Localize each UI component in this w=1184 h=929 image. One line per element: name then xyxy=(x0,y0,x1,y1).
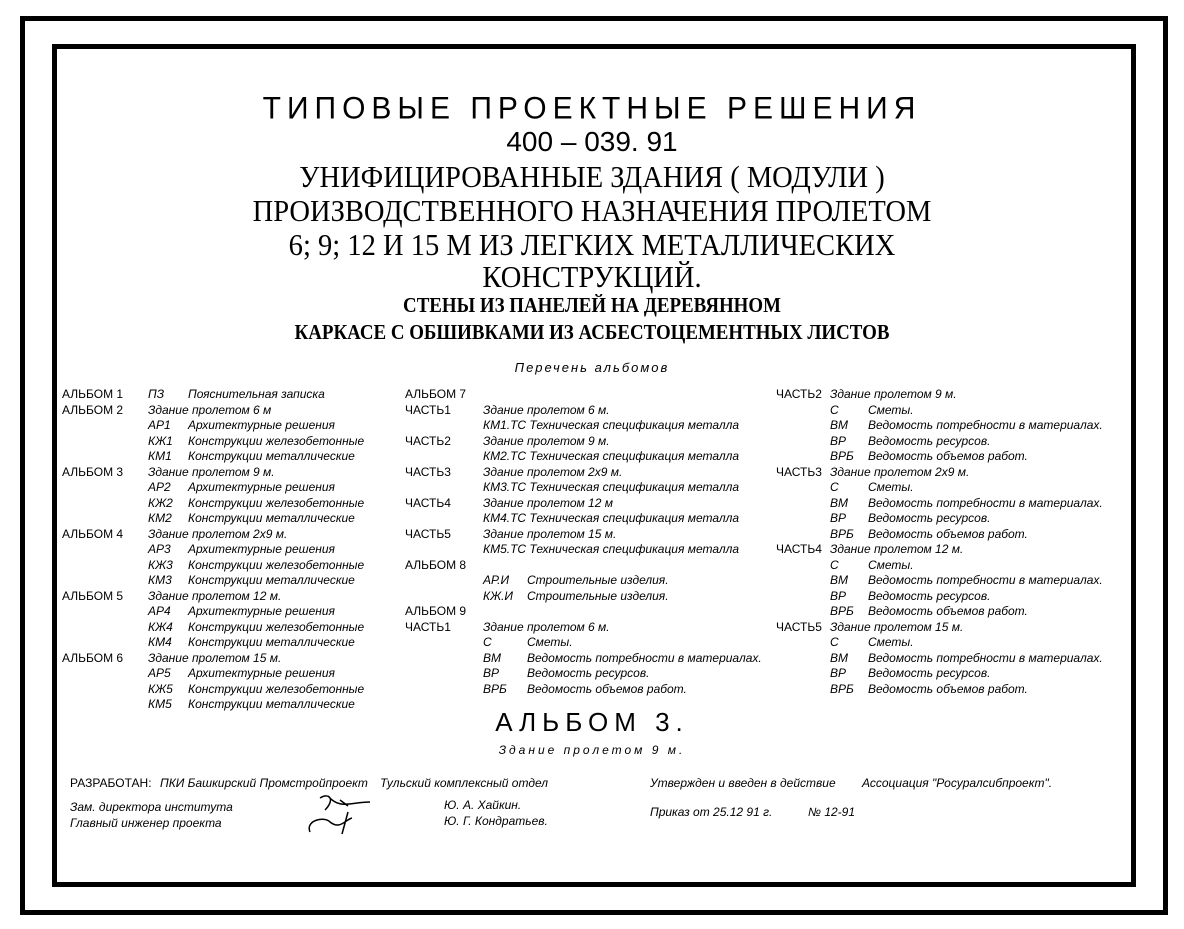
heading-line-3: 6; 9; 12 И 15 М ИЗ ЛЕГКИХ МЕТАЛЛИЧЕСКИХ xyxy=(288,227,896,262)
row-code: АР2 xyxy=(148,480,171,494)
list-row xyxy=(776,449,1103,465)
row-code: КЖ4 xyxy=(148,619,173,634)
row-code: Здание пролетом 12 м. xyxy=(148,588,282,603)
list-row xyxy=(62,480,364,496)
developed-label: РАЗРАБОТАН: xyxy=(70,776,152,790)
order-text: Приказ от 25.12 91 г. xyxy=(650,805,773,819)
row-label xyxy=(405,573,483,589)
row-description: Ведомость ресурсов. xyxy=(527,666,650,680)
list-row xyxy=(776,511,1103,527)
title-line-1: ТИПОВЫЕ ПРОЕКТНЫЕ РЕШЕНИЯ xyxy=(262,91,922,126)
row-label xyxy=(62,558,148,574)
row-label xyxy=(62,635,148,651)
list-row xyxy=(62,651,364,667)
row-label: ЧАСТЬ1 xyxy=(405,619,451,634)
row-label xyxy=(62,418,148,434)
list-row xyxy=(62,589,364,605)
association-name: Ассоциация "Росуралсибпроект". xyxy=(862,776,1053,790)
row-description: Конструкции металлические xyxy=(188,573,355,587)
list-row xyxy=(776,465,1103,481)
row-code: КМ5.ТС Техническая спецификация металла xyxy=(483,542,740,556)
list-row xyxy=(776,403,1103,419)
row-description: Сметы. xyxy=(868,635,914,649)
row-label xyxy=(405,449,483,465)
list-row xyxy=(405,418,762,434)
row-label xyxy=(405,635,483,651)
row-code: КМ4.ТС Техническая спецификация металла xyxy=(483,511,740,525)
row-description: Ведомость потребности в материалах. xyxy=(868,650,1103,665)
row-code: КМ1.ТС Техническая спецификация металла xyxy=(483,418,740,432)
row-code: КМ3 xyxy=(148,573,172,587)
list-row xyxy=(405,573,762,589)
row-description: Конструкции металлические xyxy=(188,511,355,525)
row-code: Здание пролетом 12 м. xyxy=(830,542,964,556)
row-description: Сметы. xyxy=(868,480,914,494)
row-description: Сметы. xyxy=(868,402,914,417)
row-label xyxy=(776,527,830,543)
row-code: КМ2.ТС Техническая спецификация металла xyxy=(483,449,740,463)
row-label: АЛЬБОМ 6 xyxy=(62,650,124,665)
row-code: Здание пролетом 15 м. xyxy=(483,526,617,541)
list-row xyxy=(405,496,762,512)
list-row xyxy=(776,558,1103,574)
row-code: КМ1 xyxy=(148,449,172,463)
album-title: АЛЬБОМ 3. xyxy=(495,707,689,737)
row-code: ВМ xyxy=(483,650,501,665)
row-description: Ведомость потребности в материалах. xyxy=(527,650,762,665)
row-label xyxy=(62,682,148,698)
row-description: Ведомость ресурсов. xyxy=(868,511,991,525)
row-code: ВР xyxy=(830,433,847,448)
subheading-line-2: КАРКАСЕ С ОБШИВКАМИ ИЗ АСБЕСТОЦЕМЕНТНЫХ ЛИСТОВ xyxy=(294,320,890,344)
list-row xyxy=(405,558,762,574)
row-code: АР3 xyxy=(148,542,171,556)
row-description: Ведомость потребности в материалах. xyxy=(868,418,1103,432)
row-description: Конструкции железобетонные xyxy=(188,495,365,510)
row-label xyxy=(405,480,483,496)
row-label: АЛЬБОМ 9 xyxy=(405,604,467,618)
row-code: Здание пролетом 6 м. xyxy=(483,619,610,634)
row-code: ВМ xyxy=(830,650,848,665)
developer-name: ПКИ Башкирский Промстройпроект xyxy=(160,776,368,790)
row-label: АЛЬБОМ 8 xyxy=(405,557,467,572)
row-description: Ведомость потребности в материалах. xyxy=(868,495,1103,510)
heading-line-1: УНИФИЦИРОВАННЫЕ ЗДАНИЯ ( МОДУЛИ ) xyxy=(299,159,885,194)
row-code: Здание пролетом 12 м xyxy=(483,495,613,510)
row-description: Ведомость объемов работ. xyxy=(527,681,687,696)
list-row xyxy=(776,387,1103,403)
row-code: ВР xyxy=(830,666,847,680)
list-row xyxy=(62,434,364,450)
subheading-line-1: СТЕНЫ ИЗ ПАНЕЛЕЙ НА ДЕРЕВЯННОМ xyxy=(403,293,781,317)
list-row xyxy=(776,666,1103,682)
list-row xyxy=(405,480,762,496)
row-label xyxy=(776,682,830,698)
row-label xyxy=(405,589,483,605)
list-row xyxy=(405,604,762,620)
role-deputy-director: Зам. директора института xyxy=(70,800,233,814)
row-code: С xyxy=(830,635,839,649)
signatory-name-2: Ю. Г. Кондратьев. xyxy=(444,814,548,828)
role-chief-engineer: Главный инженер проекта xyxy=(70,816,222,830)
title-line-2: 400 – 039. 91 xyxy=(506,126,678,157)
row-label xyxy=(776,511,830,527)
list-row xyxy=(405,449,762,465)
row-code: КЖ1 xyxy=(148,433,173,448)
list-row xyxy=(62,387,364,403)
list-row xyxy=(776,604,1103,620)
row-code: С xyxy=(483,635,492,649)
list-row xyxy=(776,480,1103,496)
row-code: АР5 xyxy=(148,666,171,680)
row-label: ЧАСТЬ4 xyxy=(776,542,822,556)
row-label: ЧАСТЬ3 xyxy=(405,464,451,479)
row-code: ВМ xyxy=(830,573,848,587)
list-row xyxy=(62,620,364,636)
row-label xyxy=(405,542,483,558)
row-code: КМ3.ТС Техническая спецификация металла xyxy=(483,480,740,494)
row-label xyxy=(776,651,830,667)
row-label xyxy=(776,589,830,605)
row-label: ЧАСТЬ2 xyxy=(776,387,822,401)
signatory-name-1: Ю. А. Хайкин. xyxy=(444,798,522,812)
list-row xyxy=(62,666,364,682)
row-label xyxy=(62,573,148,589)
row-label xyxy=(776,635,830,651)
row-code: КМ2 xyxy=(148,511,172,525)
row-description: Архитектурные решения xyxy=(188,542,335,556)
list-row xyxy=(62,418,364,434)
row-code: С xyxy=(830,402,839,417)
list-row xyxy=(776,635,1103,651)
row-label xyxy=(62,496,148,512)
row-description: Пояснительная записка xyxy=(188,387,325,401)
row-label: ЧАСТЬ4 xyxy=(405,495,451,510)
list-row xyxy=(62,403,364,419)
row-description: Ведомость объемов работ. xyxy=(868,681,1028,696)
row-label xyxy=(776,604,830,620)
album-list-column-3 xyxy=(776,387,1103,697)
list-row xyxy=(405,666,762,682)
list-row xyxy=(405,682,762,698)
list-row xyxy=(405,527,762,543)
row-label xyxy=(776,558,830,574)
signature-graphic xyxy=(300,790,390,840)
list-row xyxy=(776,682,1103,698)
list-row xyxy=(62,558,364,574)
row-description: Ведомость объемов работ. xyxy=(868,526,1028,541)
row-code: Здание пролетом 6 м. xyxy=(483,402,610,417)
row-code: ВРБ xyxy=(830,526,854,541)
album-subtitle: Здание пролетом 9 м. xyxy=(498,743,686,757)
row-code: ВРБ xyxy=(830,604,854,618)
list-row xyxy=(62,449,364,465)
row-code: Здание пролетом 2х9 м. xyxy=(483,464,623,479)
row-description: Конструкции железобетонные xyxy=(188,619,365,634)
list-row xyxy=(62,635,364,651)
list-title: Перечень альбомов xyxy=(514,360,670,375)
row-label: АЛЬБОМ 2 xyxy=(62,402,124,417)
row-code: С xyxy=(830,480,839,494)
list-row xyxy=(776,573,1103,589)
row-label xyxy=(776,666,830,682)
row-code: ВР xyxy=(830,511,847,525)
list-row xyxy=(62,496,364,512)
row-description: Конструкции железобетонные xyxy=(188,433,365,448)
row-label xyxy=(776,449,830,465)
row-description: Ведомость ресурсов. xyxy=(868,588,991,603)
row-code: Здание пролетом 2х9 м. xyxy=(148,526,288,541)
row-code: ВРБ xyxy=(483,681,507,696)
row-label xyxy=(405,418,483,434)
row-code: Здание пролетом 15 м. xyxy=(830,619,964,634)
row-code: АР1 xyxy=(148,418,171,432)
row-label: АЛЬБОМ 7 xyxy=(405,387,467,401)
list-row xyxy=(405,589,762,605)
row-description: Строительные изделия. xyxy=(527,588,669,603)
list-row xyxy=(405,403,762,419)
row-description: Архитектурные решения xyxy=(188,418,335,432)
row-label: АЛЬБОМ 1 xyxy=(62,387,124,401)
row-description: Ведомость ресурсов. xyxy=(868,666,991,680)
row-label xyxy=(62,604,148,620)
list-row xyxy=(776,418,1103,434)
list-row xyxy=(776,542,1103,558)
row-code: Здание пролетом 9 м. xyxy=(483,433,610,448)
list-row xyxy=(62,573,364,589)
list-row xyxy=(62,682,364,698)
row-label: ЧАСТЬ3 xyxy=(776,464,822,479)
row-label xyxy=(405,682,483,698)
row-description: Ведомость ресурсов. xyxy=(868,433,991,448)
list-row xyxy=(776,496,1103,512)
row-code: КЖ2 xyxy=(148,495,173,510)
list-row xyxy=(776,434,1103,450)
list-row xyxy=(62,511,364,527)
list-row xyxy=(405,511,762,527)
row-description: Конструкции железобетонные xyxy=(188,557,365,572)
list-row xyxy=(405,651,762,667)
row-label xyxy=(62,666,148,682)
row-code: Здание пролетом 9 м. xyxy=(148,464,275,479)
list-row xyxy=(405,434,762,450)
row-code: КЖ3 xyxy=(148,557,173,572)
row-description: Ведомость объемов работ. xyxy=(868,604,1028,618)
row-label xyxy=(62,511,148,527)
row-code: Здание пролетом 15 м. xyxy=(148,650,282,665)
row-label: ЧАСТЬ2 xyxy=(405,433,451,448)
row-description: Конструкции металлические xyxy=(188,635,355,649)
list-row xyxy=(405,465,762,481)
album-list-column-2 xyxy=(405,387,762,697)
row-label: АЛЬБОМ 5 xyxy=(62,588,124,603)
row-label xyxy=(62,434,148,450)
list-row xyxy=(405,542,762,558)
row-code: ПЗ xyxy=(148,387,165,401)
row-description: Конструкции металлические xyxy=(188,449,355,463)
row-label xyxy=(62,480,148,496)
row-code: ВМ xyxy=(830,495,848,510)
row-label xyxy=(405,511,483,527)
row-code: ВРБ xyxy=(830,681,854,696)
row-description: Архитектурные решения xyxy=(188,666,335,680)
row-description: Ведомость потребности в материалах. xyxy=(868,573,1103,587)
row-label xyxy=(776,418,830,434)
row-code: ВРБ xyxy=(830,449,854,463)
row-label: ЧАСТЬ5 xyxy=(405,526,451,541)
row-code: АР.И xyxy=(483,573,510,587)
list-row xyxy=(776,651,1103,667)
row-description: Строительные изделия. xyxy=(527,573,669,587)
row-code: Здание пролетом 6 м xyxy=(148,402,272,417)
row-label xyxy=(405,666,483,682)
heading-line-2: ПРОИЗВОДСТВЕННОГО НАЗНАЧЕНИЯ ПРОЛЕТОМ xyxy=(252,193,932,228)
row-description: Архитектурные решения xyxy=(188,604,335,618)
approved-text: Утвержден и введен в действие xyxy=(650,776,836,790)
row-description: Сметы. xyxy=(868,557,914,572)
list-row xyxy=(405,620,762,636)
row-label xyxy=(776,480,830,496)
list-row xyxy=(405,387,762,403)
list-row xyxy=(776,589,1103,605)
row-code: КЖ.И xyxy=(483,588,513,603)
row-label: АЛЬБОМ 3 xyxy=(62,464,124,479)
row-code: ВР xyxy=(483,666,500,680)
row-code: Здание пролетом 9 м. xyxy=(830,387,957,401)
row-code: КМ4 xyxy=(148,635,172,649)
row-label xyxy=(62,620,148,636)
list-row xyxy=(62,604,364,620)
row-description: Ведомость объемов работ. xyxy=(868,449,1028,463)
list-row xyxy=(62,465,364,481)
row-label xyxy=(776,434,830,450)
row-label: ЧАСТЬ5 xyxy=(776,619,822,634)
row-description: Сметы. xyxy=(527,635,573,649)
row-label xyxy=(405,651,483,667)
row-code: ВР xyxy=(830,588,847,603)
row-code: КМ5 xyxy=(148,697,172,711)
list-row xyxy=(405,635,762,651)
row-description: Конструкции металлические xyxy=(188,697,355,711)
row-code: АР4 xyxy=(148,604,171,618)
row-label xyxy=(62,449,148,465)
row-code: КЖ5 xyxy=(148,681,173,696)
list-row xyxy=(776,527,1103,543)
row-label xyxy=(62,542,148,558)
row-code: Здание пролетом 2х9 м. xyxy=(830,464,970,479)
order-number: № 12-91 xyxy=(808,805,856,819)
department-name: Тульский комплексный отдел xyxy=(380,776,549,790)
row-code: ВМ xyxy=(830,418,848,432)
list-row xyxy=(62,527,364,543)
row-label: АЛЬБОМ 4 xyxy=(62,526,124,541)
album-list-column-1 xyxy=(62,387,364,713)
row-label xyxy=(776,403,830,419)
row-code: С xyxy=(830,557,839,572)
list-row xyxy=(776,620,1103,636)
row-description: Конструкции железобетонные xyxy=(188,681,365,696)
row-label: ЧАСТЬ1 xyxy=(405,402,451,417)
heading-line-4: КОНСТРУКЦИЙ. xyxy=(482,259,702,294)
list-row xyxy=(62,542,364,558)
row-label xyxy=(776,496,830,512)
row-description: Архитектурные решения xyxy=(188,480,335,494)
row-label xyxy=(776,573,830,589)
